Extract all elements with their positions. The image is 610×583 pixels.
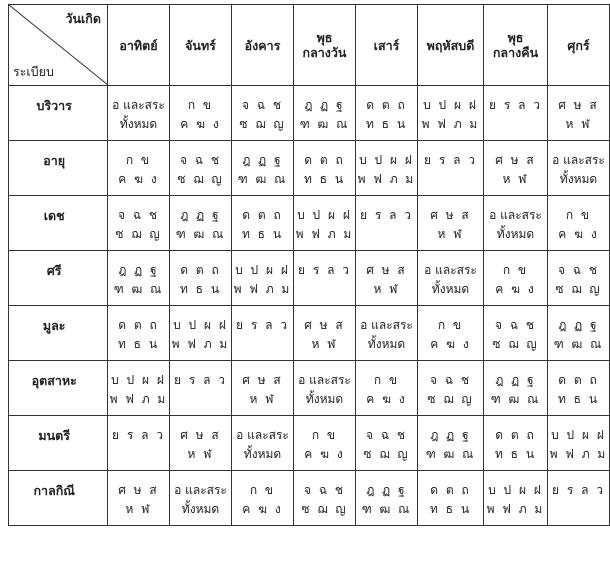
letter-cell bbox=[356, 471, 418, 526]
letter-cell bbox=[548, 196, 610, 251]
letter-cell-line: ซ ฌ ญ bbox=[301, 502, 348, 516]
letter-cell bbox=[294, 141, 356, 196]
letter-cell bbox=[484, 196, 548, 251]
letter-cell-line: ซ ฌ ญ bbox=[492, 337, 539, 351]
letter-cell-line: อ และสระ bbox=[236, 428, 289, 442]
letter-cell-line: ซ ฌ ญ bbox=[555, 282, 602, 296]
letter-cell bbox=[170, 251, 232, 306]
letter-cell-line: ศ ษ ส bbox=[304, 318, 345, 332]
letter-cell-line: จ ฉ ช bbox=[180, 153, 221, 167]
letter-cell-line: ทั้งหมด bbox=[559, 172, 598, 186]
column-header-3 bbox=[294, 5, 356, 86]
letter-cell-line: ย ร ล ว bbox=[488, 98, 542, 112]
letter-cell-line: พ ฟ ภ ม bbox=[357, 172, 416, 186]
column-header-6 bbox=[484, 5, 548, 86]
column-header-line: จันทร์ bbox=[185, 37, 216, 53]
letter-cell-line: ฑ ฒ ณ bbox=[425, 447, 476, 461]
letter-cell bbox=[418, 251, 484, 306]
letter-cell bbox=[170, 306, 232, 361]
letter-cell bbox=[418, 361, 484, 416]
corner-header-cell bbox=[9, 5, 108, 86]
row-label-cell bbox=[9, 86, 108, 141]
letter-cell bbox=[356, 196, 418, 251]
letter-cell-line: จ ฉ ช bbox=[242, 98, 283, 112]
letter-cell-line: จ ฉ ช bbox=[304, 483, 345, 497]
column-header-2 bbox=[232, 5, 294, 86]
letter-cell-line: อ และสระ bbox=[360, 318, 413, 332]
letter-cell bbox=[484, 306, 548, 361]
column-header-7 bbox=[548, 5, 610, 86]
letter-cell-line: ห ฬ bbox=[373, 282, 400, 296]
letter-cell-line: ห ฬ bbox=[125, 502, 152, 516]
letter-cell-line: ฎ ฏ ฐ bbox=[180, 208, 221, 222]
letter-cell-line: ซ ฌ ญ bbox=[427, 392, 474, 406]
letter-cell-line: ศ ษ ส bbox=[366, 263, 407, 277]
row-label-cell bbox=[9, 306, 108, 361]
row-label-cell bbox=[9, 471, 108, 526]
letter-cell-line: ศ ษ ส bbox=[495, 153, 536, 167]
letter-cell-line: ค ฆ ง bbox=[366, 392, 407, 406]
letter-cell-line: ย ร ล ว bbox=[111, 428, 165, 442]
letter-cell-line: ฑ ฒ ณ bbox=[175, 227, 226, 241]
letter-cell bbox=[232, 86, 294, 141]
letter-cell-line: ค ฆ ง bbox=[118, 172, 159, 186]
letter-cell bbox=[108, 86, 170, 141]
letter-cell-line: ย ร ล ว bbox=[359, 208, 413, 222]
letter-cell-line: ฑ ฒ ณ bbox=[490, 392, 541, 406]
letter-cell-line: ก ข bbox=[311, 428, 338, 442]
letter-cell bbox=[232, 251, 294, 306]
letter-cell-line: บ ป ผ ฝ bbox=[173, 318, 228, 332]
letter-cell bbox=[108, 251, 170, 306]
letter-cell bbox=[232, 196, 294, 251]
letter-cell-line: บ ป ผ ฝ bbox=[488, 483, 543, 497]
letter-cell-line: ท ธ น bbox=[494, 447, 537, 461]
letter-cell-line: อ และสระ bbox=[552, 153, 605, 167]
letter-cell-line: บ ป ผ ฝ bbox=[423, 98, 478, 112]
letter-cell bbox=[294, 196, 356, 251]
letter-cell-line: ย ร ล ว bbox=[235, 318, 289, 332]
row-label: มูละ bbox=[42, 318, 66, 333]
letter-cell-line: ฑ ฒ ณ bbox=[113, 282, 164, 296]
letter-cell-line: ด ต ถ bbox=[242, 208, 283, 222]
letter-cell bbox=[108, 141, 170, 196]
column-header-line: อาทิตย์ bbox=[119, 37, 158, 53]
letter-cell-line: ฑ ฒ ณ bbox=[299, 117, 350, 131]
letter-cell-line: ย ร ล ว bbox=[297, 263, 351, 277]
letter-cell bbox=[232, 361, 294, 416]
letter-cell-line: ค ฆ ง bbox=[558, 227, 599, 241]
letter-cell bbox=[170, 361, 232, 416]
row-label: มนตรี bbox=[38, 428, 70, 443]
letter-cell bbox=[232, 471, 294, 526]
letter-cell-line: จ ฉ ช bbox=[118, 208, 159, 222]
letter-cell-line: ค ฆ ง bbox=[430, 337, 471, 351]
letter-cell bbox=[484, 141, 548, 196]
letter-cell-line: ย ร ล ว bbox=[173, 373, 227, 387]
letter-cell-line: ด ต ถ bbox=[304, 153, 345, 167]
letter-cell bbox=[356, 141, 418, 196]
letter-cell-line: ศ ษ ส bbox=[242, 373, 283, 387]
letter-cell-line: ท ธ น bbox=[179, 282, 222, 296]
letter-cell-line: ย ร ล ว bbox=[423, 153, 477, 167]
row-label-cell bbox=[9, 416, 108, 471]
table-row bbox=[9, 196, 610, 251]
letter-cell bbox=[170, 196, 232, 251]
letter-cell-line: ศ ษ ส bbox=[558, 98, 599, 112]
letter-cell-line: อ และสระ bbox=[112, 98, 165, 112]
letter-cell bbox=[170, 141, 232, 196]
letter-cell-line: ซ ฌ ญ bbox=[239, 117, 286, 131]
letter-cell-line: ท ธ น bbox=[241, 227, 284, 241]
letter-cell bbox=[418, 471, 484, 526]
letter-cell-line: พ ฟ ภ ม bbox=[486, 502, 545, 516]
letter-cell bbox=[108, 361, 170, 416]
table-row bbox=[9, 306, 610, 361]
row-label: อุตสาหะ bbox=[31, 373, 77, 388]
letter-cell-line: ทั้งหมด bbox=[119, 117, 158, 131]
letter-cell-line: พ ฟ ภ ม bbox=[549, 447, 608, 461]
letter-cell-line: บ ป ผ ฝ bbox=[235, 263, 290, 277]
letter-cell-line: ทั้งหมด bbox=[243, 447, 282, 461]
letter-cell-line: ห ฬ bbox=[249, 392, 276, 406]
letter-cell-line: ฎ ฏ ฐ bbox=[430, 428, 471, 442]
letter-cell-line: จ ฉ ช bbox=[366, 428, 407, 442]
letter-cell bbox=[548, 251, 610, 306]
table-row bbox=[9, 141, 610, 196]
column-header-5 bbox=[418, 5, 484, 86]
letter-cell bbox=[170, 86, 232, 141]
letter-cell-line: บ ป ผ ฝ bbox=[111, 373, 166, 387]
letter-cell bbox=[548, 471, 610, 526]
row-label: ศรี bbox=[46, 263, 62, 278]
letter-cell bbox=[418, 306, 484, 361]
letter-cell-line: ก ข bbox=[125, 153, 152, 167]
letter-cell bbox=[108, 471, 170, 526]
letter-cell bbox=[170, 416, 232, 471]
letter-cell-line: อ และสระ bbox=[424, 263, 477, 277]
letter-cell bbox=[548, 361, 610, 416]
letter-cell bbox=[294, 361, 356, 416]
letter-cell-line: ค ฆ ง bbox=[242, 502, 283, 516]
letter-cell-line: ด ต ถ bbox=[366, 98, 407, 112]
row-label-cell bbox=[9, 196, 108, 251]
letter-cell-line: ด ต ถ bbox=[430, 483, 471, 497]
letter-cell bbox=[548, 141, 610, 196]
letter-cell-line: ซ ฌ ญ bbox=[363, 447, 410, 461]
letter-cell-line: ศ ษ ส bbox=[118, 483, 159, 497]
letter-cell bbox=[548, 306, 610, 361]
column-header-line: พุธ bbox=[316, 30, 333, 45]
letter-cell bbox=[356, 361, 418, 416]
table-row bbox=[9, 416, 610, 471]
column-header-line: กลางคืน bbox=[492, 45, 539, 60]
letter-cell-line: ฑ ฒ ณ bbox=[361, 502, 412, 516]
letter-cell bbox=[232, 416, 294, 471]
letter-cell bbox=[484, 251, 548, 306]
letter-cell bbox=[356, 86, 418, 141]
letter-cell-line: บ ป ผ ฝ bbox=[359, 153, 414, 167]
letter-cell bbox=[232, 141, 294, 196]
letter-cell-line: จ ฉ ช bbox=[558, 263, 599, 277]
row-label-cell bbox=[9, 251, 108, 306]
letter-cell-line: อ และสระ bbox=[489, 208, 542, 222]
letter-cell bbox=[294, 471, 356, 526]
table-row bbox=[9, 471, 610, 526]
letter-cell-line: บ ป ผ ฝ bbox=[297, 208, 352, 222]
row-label: อายุ bbox=[43, 153, 66, 168]
letter-cell-line: พ ฟ ภ ม bbox=[233, 282, 292, 296]
letter-cell bbox=[356, 251, 418, 306]
letter-cell-line: อ และสระ bbox=[298, 373, 351, 387]
letter-cell-line: ฎ ฏ ฐ bbox=[304, 98, 345, 112]
letter-cell-line: ทั้งหมด bbox=[431, 282, 470, 296]
letter-cell bbox=[418, 141, 484, 196]
birthday-letter-table bbox=[8, 4, 610, 526]
letter-cell-line: จ ฉ ช bbox=[430, 373, 471, 387]
row-label-cell bbox=[9, 361, 108, 416]
letter-cell bbox=[294, 251, 356, 306]
letter-cell-line: ฎ ฏ ฐ bbox=[558, 318, 599, 332]
letter-cell bbox=[356, 306, 418, 361]
letter-cell-line: ทั้งหมด bbox=[181, 502, 220, 516]
letter-cell-line: ค ฆ ง bbox=[180, 117, 221, 131]
letter-cell bbox=[232, 306, 294, 361]
column-header-line: พฤหัสบดี bbox=[426, 37, 475, 53]
letter-cell-line: ฑ ฒ ณ bbox=[237, 172, 288, 186]
letter-cell-line: ด ต ถ bbox=[180, 263, 221, 277]
table-row bbox=[9, 361, 610, 416]
letter-cell-line: ห ฬ bbox=[437, 227, 464, 241]
letter-cell bbox=[418, 416, 484, 471]
letter-cell-line: พ ฟ ภ ม bbox=[109, 392, 168, 406]
letter-cell bbox=[484, 361, 548, 416]
letter-cell-line: ท ธ น bbox=[303, 172, 346, 186]
letter-cell-line: พ ฟ ภ ม bbox=[421, 117, 480, 131]
letter-cell bbox=[356, 416, 418, 471]
letter-cell-line: จ ฉ ช bbox=[495, 318, 536, 332]
letter-cell bbox=[418, 86, 484, 141]
letter-cell-line: ท ธ น bbox=[429, 502, 472, 516]
letter-cell bbox=[418, 196, 484, 251]
letter-cell bbox=[294, 86, 356, 141]
letter-cell-line: ฎ ฏ ฐ bbox=[242, 153, 283, 167]
letter-cell-line: ห ฬ bbox=[311, 337, 338, 351]
letter-cell-line: ฎ ฏ ฐ bbox=[366, 483, 407, 497]
letter-cell-line: ค ฆ ง bbox=[495, 282, 536, 296]
letter-cell-line: ด ต ถ bbox=[495, 428, 536, 442]
letter-cell-line: ฎ ฏ ฐ bbox=[118, 263, 159, 277]
letter-cell-line: ค ฆ ง bbox=[304, 447, 345, 461]
letter-cell-line: ก ข bbox=[502, 263, 529, 277]
column-header-line: พุธ bbox=[507, 30, 524, 45]
letter-cell-line: ห ฬ bbox=[565, 117, 592, 131]
letter-cell bbox=[484, 416, 548, 471]
letter-cell-line: ฎ ฏ ฐ bbox=[495, 373, 536, 387]
letter-cell bbox=[294, 416, 356, 471]
row-label: เดช bbox=[43, 208, 65, 223]
letter-cell-line: ฑ ฒ ณ bbox=[553, 337, 604, 351]
letter-cell bbox=[170, 471, 232, 526]
table-row bbox=[9, 251, 610, 306]
table-row bbox=[9, 86, 610, 141]
letter-cell bbox=[484, 471, 548, 526]
letter-cell-line: ก ข bbox=[565, 208, 592, 222]
letter-cell bbox=[484, 86, 548, 141]
letter-cell-line: พ ฟ ภ ม bbox=[171, 337, 230, 351]
column-header-line: ศุกร์ bbox=[567, 37, 590, 53]
letter-cell-line: ด ต ถ bbox=[558, 373, 599, 387]
letter-cell-line: ซ ฌ ญ bbox=[115, 227, 162, 241]
letter-cell-line: ทั้งหมด bbox=[367, 337, 406, 351]
letter-cell bbox=[108, 196, 170, 251]
letter-cell-line: ท ธ น bbox=[557, 392, 600, 406]
letter-cell-line: ก ข bbox=[249, 483, 276, 497]
column-header-4 bbox=[356, 5, 418, 86]
letter-cell-line: ย ร ล ว bbox=[551, 483, 605, 497]
letter-cell bbox=[108, 416, 170, 471]
letter-cell-line: ก ข bbox=[373, 373, 400, 387]
letter-cell-line: ทั้งหมด bbox=[305, 392, 344, 406]
row-label: กาลกิณี bbox=[33, 483, 75, 498]
column-header-line: อังคาร bbox=[244, 37, 281, 53]
corner-label-order: ระเบียบ bbox=[13, 64, 54, 79]
letter-cell-line: ห ฬ bbox=[502, 172, 529, 186]
header-row bbox=[9, 5, 610, 86]
letter-cell-line: ศ ษ ส bbox=[180, 428, 221, 442]
letter-chart-wrapper bbox=[8, 4, 608, 526]
column-header-line: กลางวัน bbox=[302, 45, 347, 60]
row-label: บริวาร bbox=[36, 98, 72, 113]
letter-cell-line: อ และสระ bbox=[174, 483, 227, 497]
table-body bbox=[9, 86, 610, 526]
letter-cell bbox=[548, 86, 610, 141]
letter-cell bbox=[548, 416, 610, 471]
letter-cell-line: ห ฬ bbox=[187, 447, 214, 461]
letter-cell-line: ก ข bbox=[187, 98, 214, 112]
letter-cell bbox=[294, 306, 356, 361]
column-header-0 bbox=[108, 5, 170, 86]
letter-cell-line: ด ต ถ bbox=[118, 318, 159, 332]
letter-cell-line: ศ ษ ส bbox=[430, 208, 471, 222]
letter-cell-line: ท ธ น bbox=[365, 117, 408, 131]
corner-label-birthday: วันเกิด bbox=[65, 11, 101, 26]
letter-cell bbox=[108, 306, 170, 361]
letter-cell-line: ทั้งหมด bbox=[496, 227, 535, 241]
letter-cell-line: พ ฟ ภ ม bbox=[295, 227, 354, 241]
letter-cell-line: ก ข bbox=[437, 318, 464, 332]
letter-cell-line: บ ป ผ ฝ bbox=[551, 428, 606, 442]
letter-cell-line: ท ธ น bbox=[117, 337, 160, 351]
column-header-line: เสาร์ bbox=[373, 37, 400, 53]
column-header-1 bbox=[170, 5, 232, 86]
row-label-cell bbox=[9, 141, 108, 196]
letter-cell-line: ซ ฌ ญ bbox=[177, 172, 224, 186]
